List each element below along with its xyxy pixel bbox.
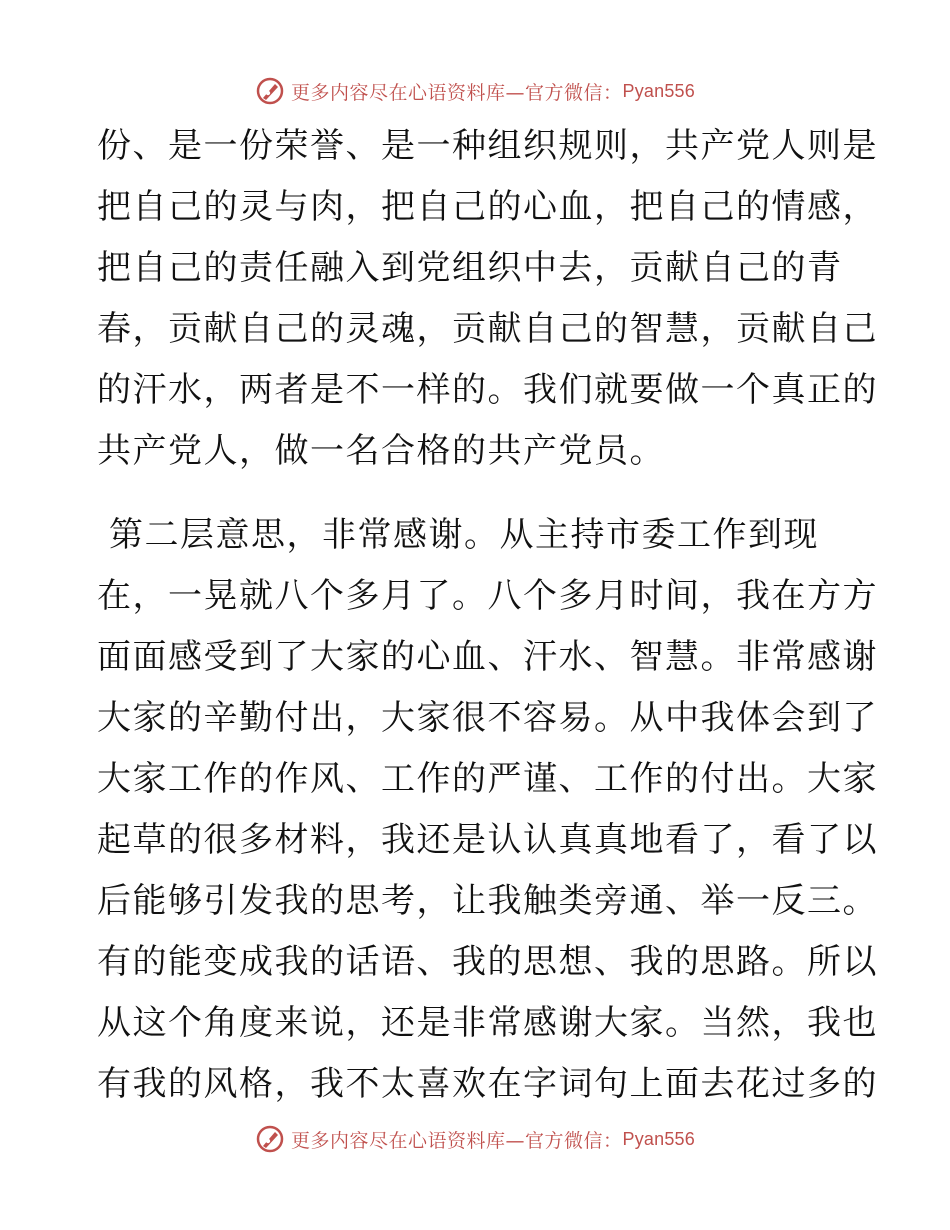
text-line: 有的能变成我的话语、我的思想、我的思路。所以 (97, 942, 878, 982)
header-banner-text: 更多内容尽在心语资料库—官方微信： (291, 81, 623, 104)
quill-seal-icon (255, 76, 285, 106)
text-line: 大家工作的作风、工作的严谨、工作的付出。大家 (97, 759, 878, 799)
footer-banner-text: 更多内容尽在心语资料库—官方微信： (291, 1129, 623, 1152)
text-line: 从这个角度来说，还是非常感谢大家。当然，我也 (97, 1003, 878, 1043)
text-line: 第二层意思，非常感谢。从主持市委工作到现 (109, 515, 819, 555)
text-line: 共产党人，做一名合格的共产党员。 (97, 431, 665, 471)
text-line: 的汗水，两者是不一样的。我们就要做一个真正的 (97, 370, 878, 410)
text-line: 份、是一份荣誉、是一种组织规则，共产党人则是 (97, 126, 878, 166)
text-line: 把自己的责任融入到党组织中去，贡献自己的青 (97, 248, 843, 288)
text-line: 在，一晃就八个多月了。八个多月时间，我在方方 (97, 576, 878, 616)
footer-banner-handle: Pyan556 (622, 1128, 695, 1149)
footer-banner (0, 1124, 950, 1154)
text-line: 起草的很多材料，我还是认认真真地看了，看了以 (97, 820, 878, 860)
quill-seal-icon (255, 1124, 285, 1154)
text-line: 春，贡献自己的灵魂，贡献自己的智慧，贡献自己 (97, 309, 878, 349)
text-line: 后能够引发我的思考，让我触类旁通、举一反三。 (97, 881, 878, 921)
text-line: 有我的风格，我不太喜欢在字词句上面去花过多的 (97, 1064, 878, 1104)
header-banner-handle: Pyan556 (622, 80, 695, 101)
document-body (97, 116, 878, 1115)
header-banner (0, 76, 950, 106)
paragraph-2 (97, 505, 878, 1115)
text-line: 把自己的灵与肉，把自己的心血，把自己的情感， (97, 187, 878, 227)
text-line: 大家的辛勤付出，大家很不容易。从中我体会到了 (97, 698, 878, 738)
text-line: 面面感受到了大家的心血、汗水、智慧。非常感谢 (97, 637, 878, 677)
paragraph-1 (97, 116, 878, 482)
